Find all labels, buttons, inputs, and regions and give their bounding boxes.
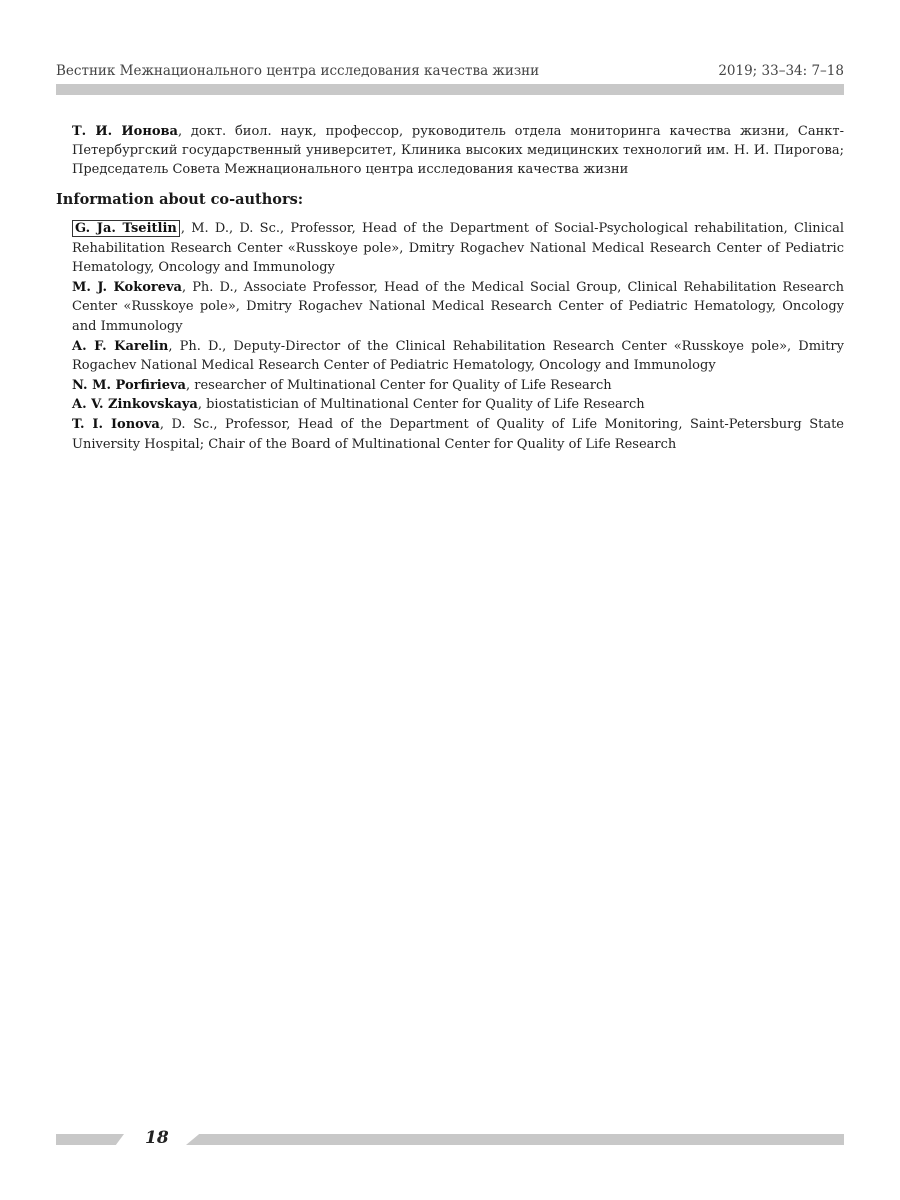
author-details: , Ph. D., Associate Professor, Head of the Medical Social Group, Clinical Rehabilitation Research Center «Russkoye pole», Dmitry Rogachev National Medical Research Center of Pediatric Hematology, Oncology and Immunology xyxy=(72,279,844,334)
author-details: , докт. биол. наук, профессор, руководитель отдела мониторинга качества жизни, Санкт-Петербургский государственный университет, Клиника высоких медицинских технологий им. Н. И. Пирогова; Председатель Совета Межнационального центра исследования качества жизни xyxy=(72,124,844,177)
footer-rule-left xyxy=(56,1134,124,1145)
author-details: , M. D., D. Sc., Professor, Head of the Department of Social-Psychological rehabilitation, Clinical Rehabilitation Research Center «Russkoye pole», Dmitry Rogachev National Medical Research Center of Pediatric Hematology, Oncology and Immunology xyxy=(72,221,844,276)
author-entry xyxy=(72,219,844,278)
page-number: 18 xyxy=(145,1128,169,1148)
author-name: M. J. Kokoreva xyxy=(72,279,182,295)
author-entry xyxy=(72,415,844,454)
author-details: , Ph. D., Deputy-Director of the Clinical Rehabilitation Research Center «Russkoye pole», Dmitry Rogachev National Medical Research Center of Pediatric Hematology, Oncology and Immunology xyxy=(72,338,844,374)
running-header xyxy=(56,63,844,81)
author-name: A. F. Karelin xyxy=(72,338,169,354)
author-entry xyxy=(72,278,844,337)
author-details: , D. Sc., Professor, Head of the Department of Quality of Life Monitoring, Saint-Petersburg State University Hospital; Chair of the Board of Multinational Center for Quality of Life Research xyxy=(72,416,844,452)
author-entry xyxy=(72,395,844,415)
section-heading: Information about co-authors: xyxy=(56,191,304,208)
journal-title: Вестник Межнационального центра исследования качества жизни xyxy=(56,63,540,79)
author-name: A. V. Zinkovskaya xyxy=(72,397,198,413)
author-details: , researcher of Multinational Center for Quality of Life Research xyxy=(185,377,612,393)
bio-paragraph xyxy=(72,122,844,179)
author-details: , biostatistician of Multinational Center for Quality of Life Research xyxy=(197,397,645,413)
header-rule xyxy=(56,84,844,95)
author-entry xyxy=(72,337,844,376)
co-authors-list xyxy=(72,219,844,454)
author-entry xyxy=(72,376,844,396)
author-name: G. Ja. Tseitlin xyxy=(72,220,180,237)
russian-author-bio xyxy=(72,122,844,179)
author-name: T. I. Ionova xyxy=(72,416,160,432)
issue-info: 2019; 33–34: 7–18 xyxy=(718,63,844,79)
author-name: Т. И. Ионова xyxy=(72,124,178,139)
author-name: N. M. Porfirieva xyxy=(72,377,186,393)
footer-rule-right xyxy=(186,1134,844,1145)
